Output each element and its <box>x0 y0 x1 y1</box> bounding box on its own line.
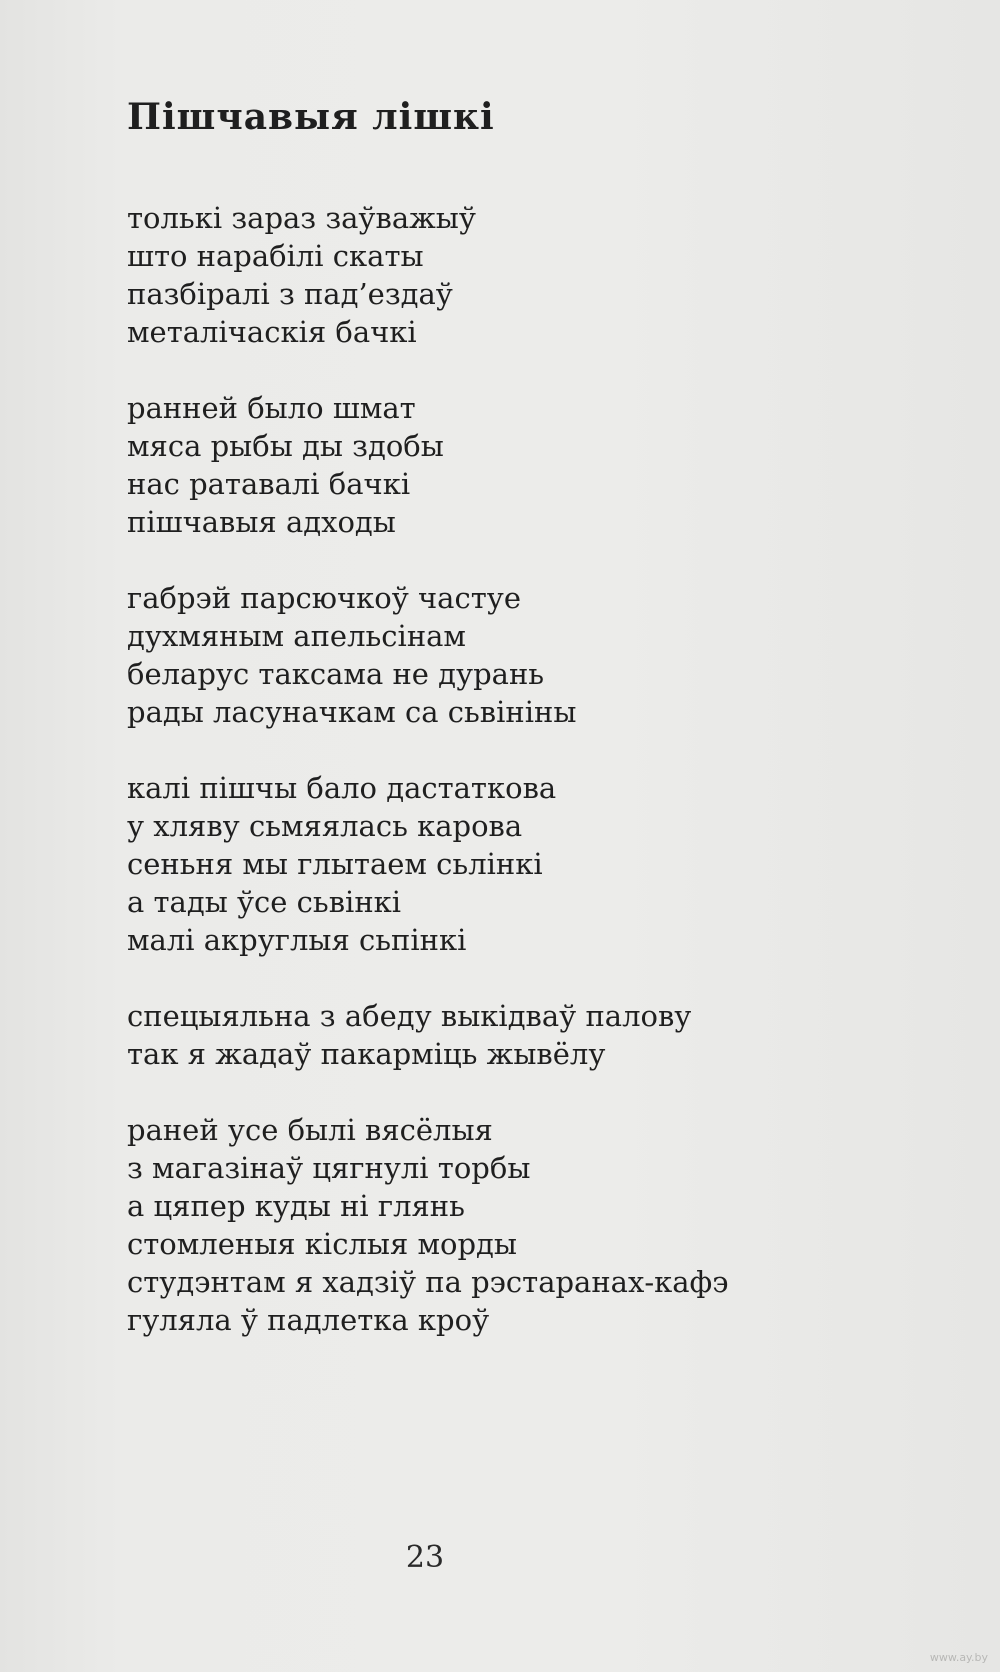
poem-line: сеньня мы глытаем сьлінкі <box>127 847 543 881</box>
poem-line: гуляла ў падлетка кроў <box>127 1303 490 1337</box>
poem-line: у хляву сьмяялась карова <box>127 809 523 843</box>
poem-line: пішчавыя адходы <box>127 505 396 539</box>
poem <box>127 95 847 1377</box>
poem-line: малі акруглыя сьпінкі <box>127 923 467 957</box>
poem-line: пазбіралі з пад’ездаў <box>127 277 453 311</box>
stanza-6 <box>127 1111 847 1339</box>
poem-line: мяса рыбы ды здобы <box>127 429 444 463</box>
poem-line: нас ратавалі бачкі <box>127 467 411 501</box>
page-number: 23 <box>405 1540 445 1575</box>
poem-line: а цяпер куды ні глянь <box>127 1189 465 1223</box>
stanza-2 <box>127 389 847 541</box>
poem-line: рады ласуначкам са сьвініны <box>127 695 577 729</box>
watermark: www.ay.by <box>929 1651 988 1664</box>
poem-line: металічаскія бачкі <box>127 315 417 349</box>
poem-line: студэнтам я хадзіў па рэстаранах-кафэ <box>127 1265 729 1299</box>
poem-line: калі пішчы бало дастаткова <box>127 771 557 805</box>
poem-line: раней усе былі вясёлыя <box>127 1113 493 1147</box>
poem-line: ранней было шмат <box>127 391 416 425</box>
poem-line: з магазінаў цягнулі торбы <box>127 1151 531 1185</box>
poem-line: толькі зараз заўважыў <box>127 201 476 235</box>
poem-line: а тады ўсе сьвінкі <box>127 885 402 919</box>
stanza-5 <box>127 997 847 1073</box>
poem-line: габрэй парсючкоў частуе <box>127 581 521 615</box>
poem-line: беларус таксама не дурань <box>127 657 545 691</box>
poem-line: стомленыя кіслыя морды <box>127 1227 517 1261</box>
stanza-4 <box>127 769 847 959</box>
stanza-3 <box>127 579 847 731</box>
stanza-1 <box>127 199 847 351</box>
poem-line: так я жадаў пакарміць жывёлу <box>127 1037 606 1071</box>
poem-line: што нарабілі скаты <box>127 239 424 273</box>
poem-line: духмяным апельсінам <box>127 619 466 653</box>
poem-line: спецыяльна з абеду выкідваў палову <box>127 999 692 1033</box>
poem-title: Пішчавыя лішкі <box>127 96 495 138</box>
